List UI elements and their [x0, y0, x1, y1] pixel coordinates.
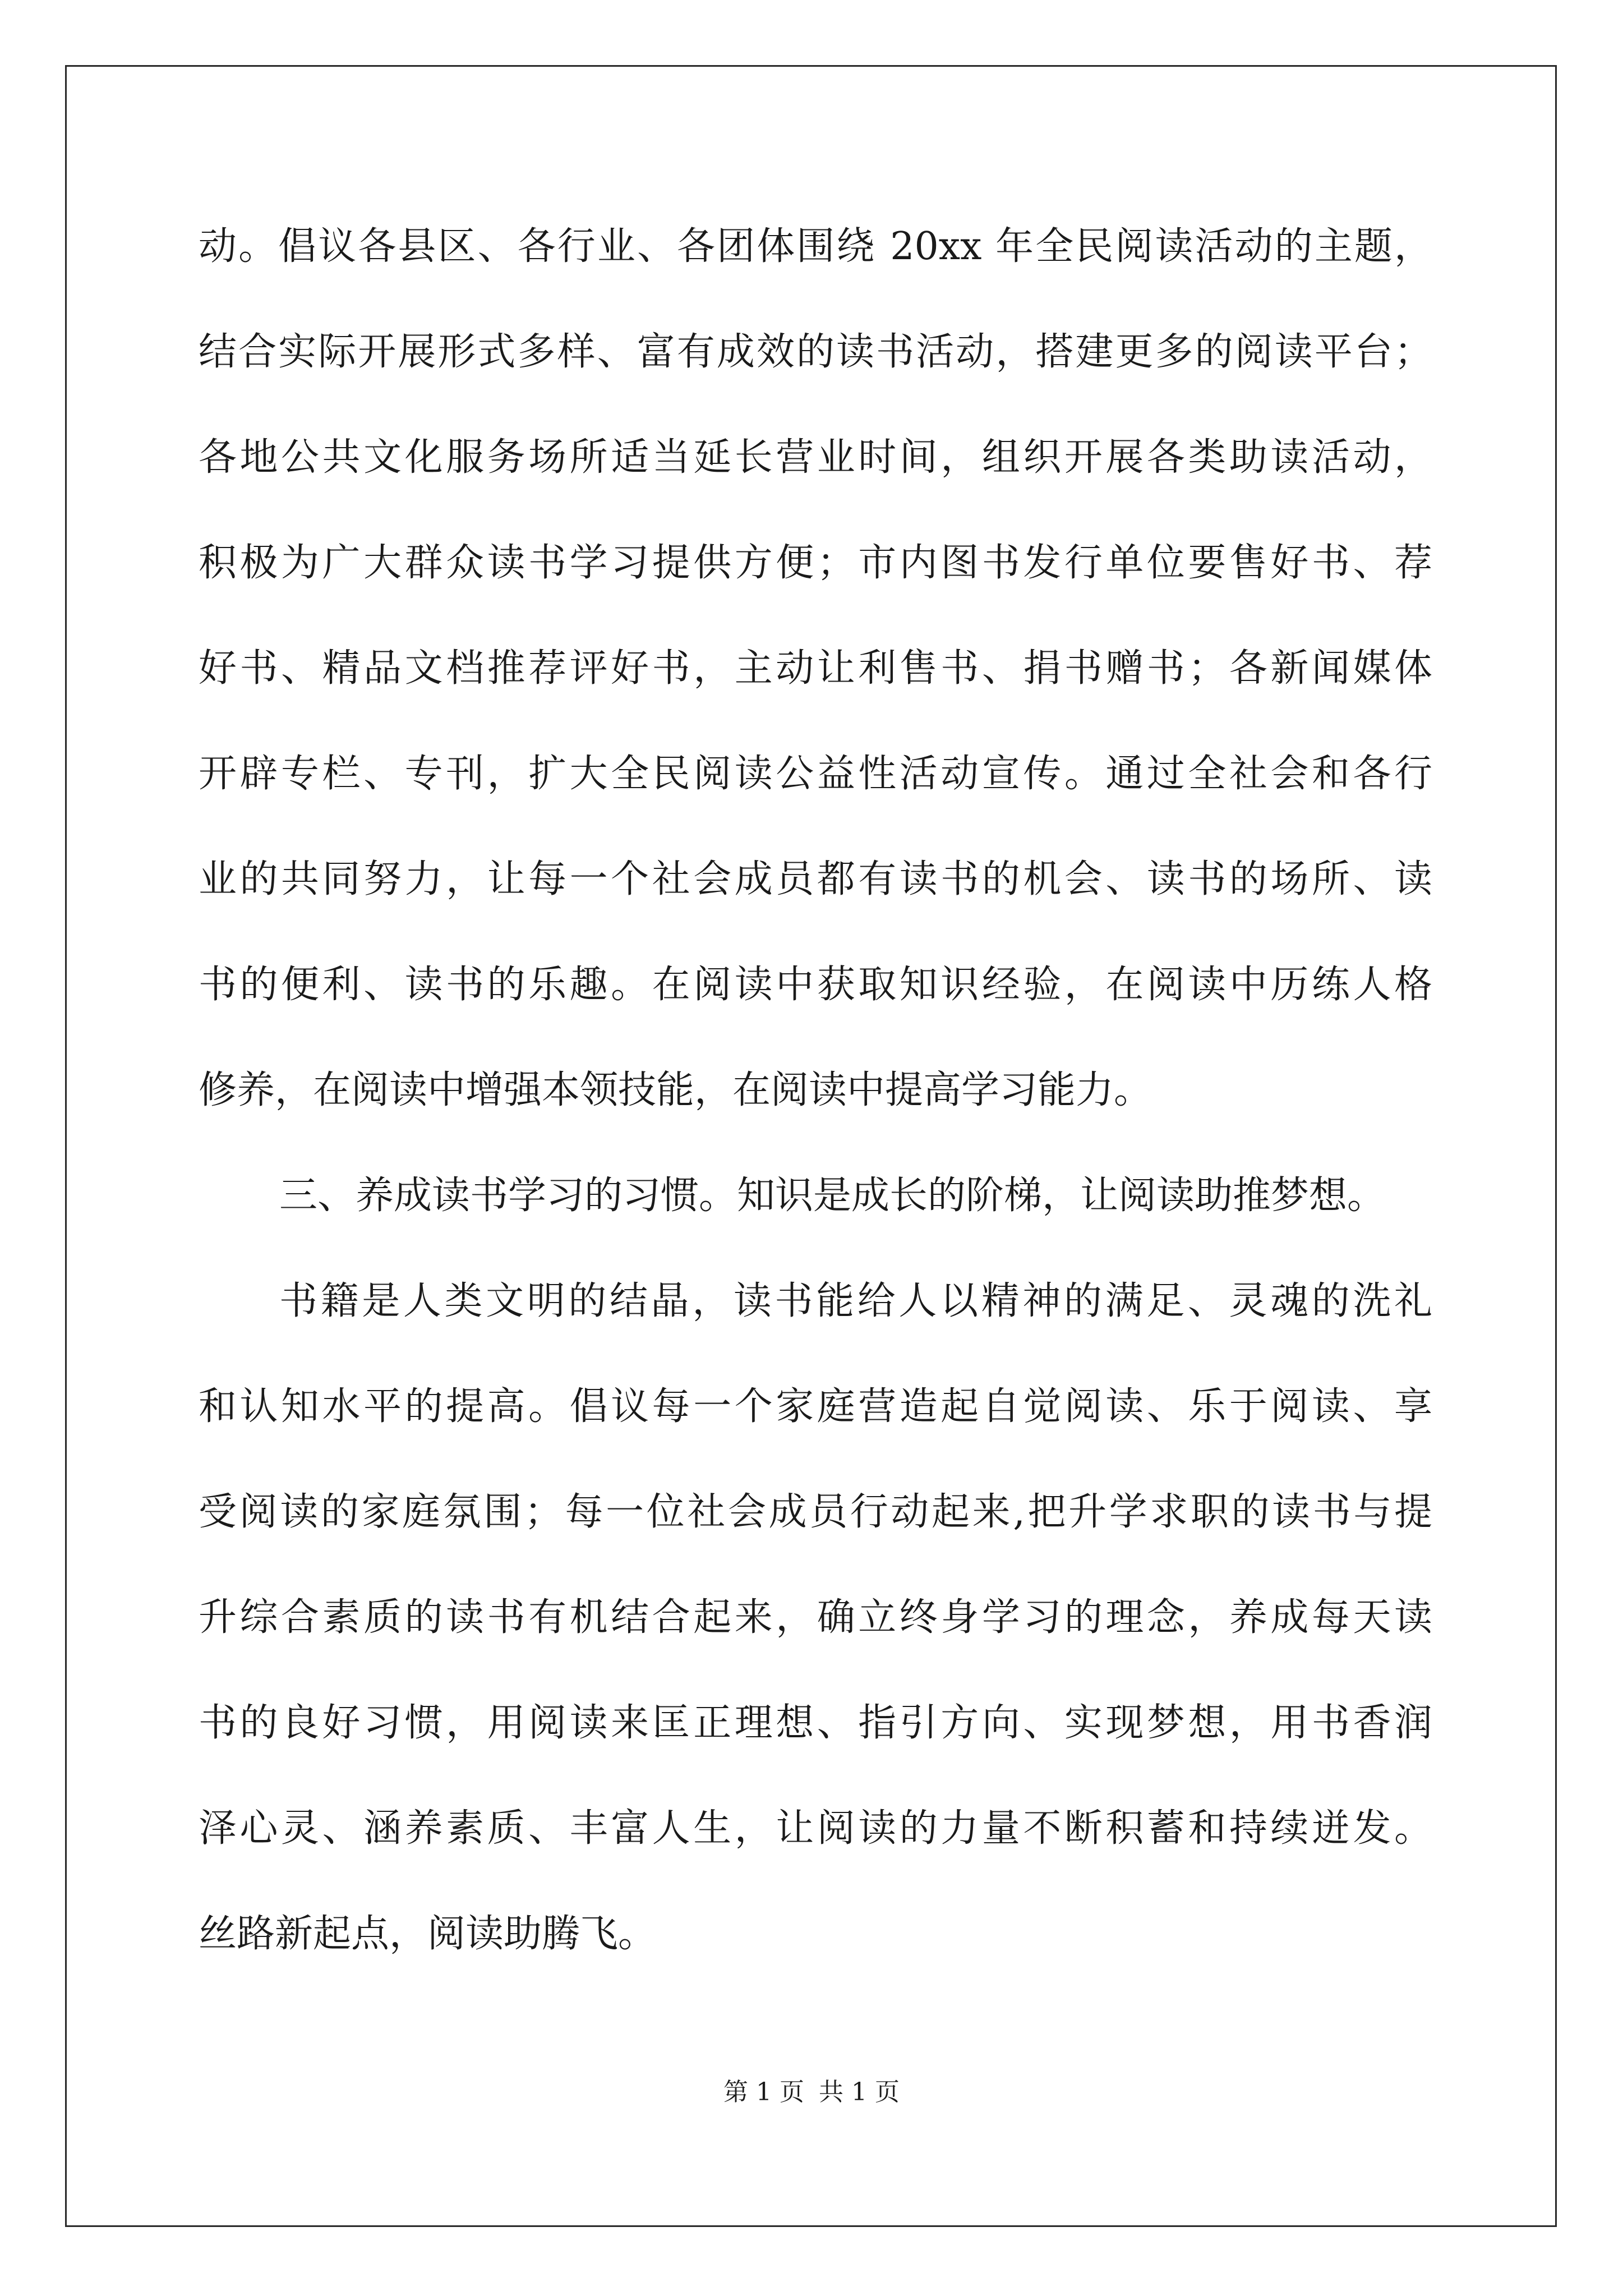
text-line: 好书、精品文档推荐评好书，主动让利售书、捐书赠书；各新闻媒体 — [199, 646, 1432, 691]
text-line: 积极为广大群众读书学习提供方便；市内图书发行单位要售好书、荐 — [199, 541, 1432, 585]
text-line: 各地公共文化服务场所适当延长营业时间，组织开展各类助读活动， — [199, 435, 1432, 480]
text-line: 和认知水平的提高。倡议每一个家庭营造起自觉阅读、乐于阅读、享 — [199, 1384, 1432, 1429]
page-number: 第 1 页 — [723, 2078, 804, 2106]
text-line: 受阅读的家庭氛围；每一位社会成员行动起来,把升学求职的读书与提 — [199, 1490, 1432, 1534]
text-line: 书的便利、读书的乐趣。在阅读中获取知识经验，在阅读中历练人格 — [199, 963, 1432, 1007]
text-line: 结合实际开展形式多样、富有成效的读书活动，搭建更多的阅读平台； — [199, 330, 1432, 374]
text-line: 丝路新起点，阅读助腾飞。 — [199, 1912, 657, 1956]
page-footer — [0, 2076, 1623, 2109]
text-line: 升综合素质的读书有机结合起来，确立终身学习的理念，养成每天读 — [199, 1595, 1432, 1640]
text-line: 书的良好习惯，用阅读来匡正理想、指引方向、实现梦想，用书香润 — [199, 1701, 1432, 1745]
section-heading: 三、养成读书学习的习惯。知识是成长的阶梯，让阅读助推梦想。 — [279, 1174, 1386, 1218]
page-total: 共 1 页 — [819, 2078, 900, 2106]
text-line: 修养，在阅读中增强本领技能，在阅读中提高学习能力。 — [199, 1068, 1152, 1112]
text-line: 泽心灵、涵养素质、丰富人生，让阅读的力量不断积蓄和持续迸发。 — [199, 1806, 1432, 1851]
text-line: 开辟专栏、专刊，扩大全民阅读公益性活动宣传。通过全社会和各行 — [199, 752, 1432, 796]
text-line: 业的共同努力，让每一个社会成员都有读书的机会、读书的场所、读 — [199, 857, 1432, 901]
paragraph-first-line: 书籍是人类文明的结晶，读书能给人以精神的满足、灵魂的洗礼 — [279, 1279, 1432, 1323]
text-line: 动。倡议各县区、各行业、各团体围绕 20xx 年全民阅读活动的主题， — [199, 224, 1432, 269]
